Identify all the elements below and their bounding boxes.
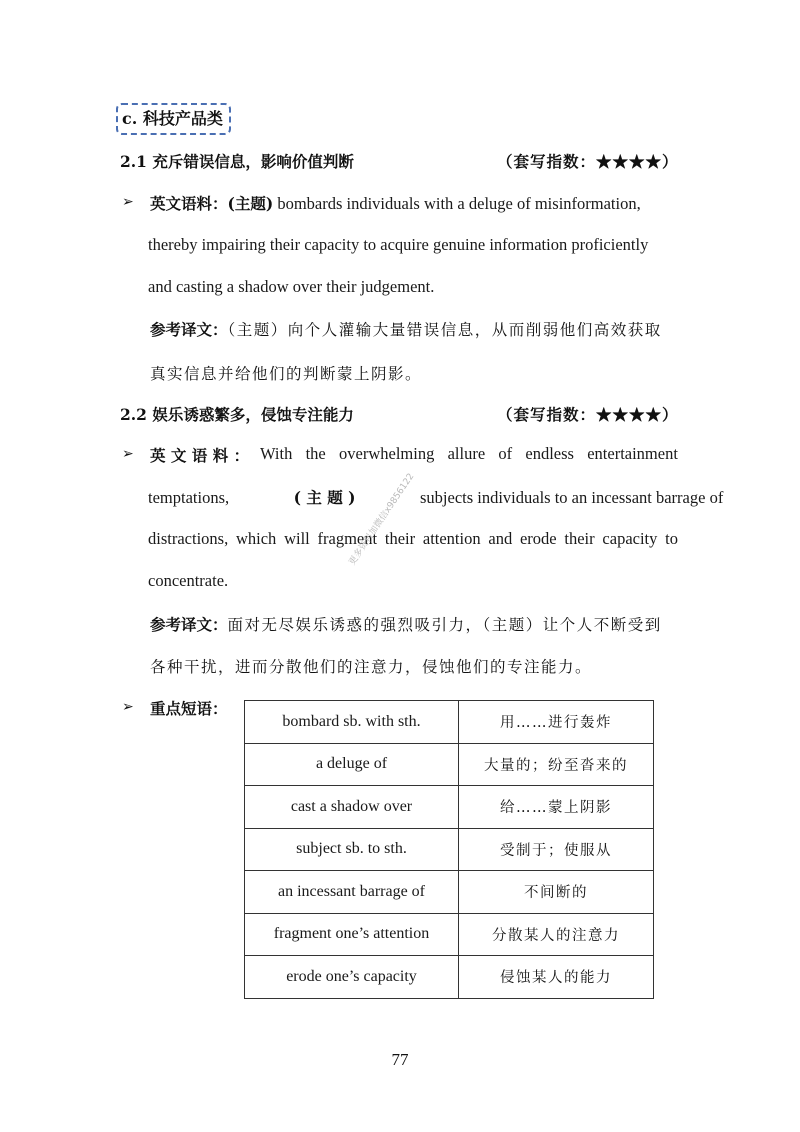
phrase-english-cell: bombard sb. with sth. — [245, 701, 459, 744]
section-2-2-en-line-3: distractions, which will fragment their attention and erode their capacity to — [148, 529, 678, 548]
phrase-english-cell: erode one’s capacity — [245, 956, 459, 999]
bullet-icon: ➢ — [122, 446, 134, 462]
section-2-1-cn-line-2: 真实信息并给他们的判断蒙上阴影。 — [150, 365, 423, 383]
key-phrases-label: 重点短语： — [150, 699, 228, 718]
phrase-chinese-cell: 受制于；使服从 — [459, 828, 654, 871]
section-2-2-cn-line-2: 各种干扰，进而分散他们的注意力，侵蚀他们的专注能力。 — [150, 658, 593, 676]
english-corpus-label: 英文语料： — [150, 194, 228, 213]
section-2-1-en-line-2: thereby impairing their capacity to acquire genuine information proficiently — [148, 235, 649, 254]
phrase-chinese-cell: 分散某人的注意力 — [459, 913, 654, 956]
section-2-2-heading: 2.2 娱乐诱惑繁多，侵蚀专注能力 — [120, 405, 354, 424]
section-2-1-heading: 2.1 充斥错误信息，影响价值判断 — [120, 152, 354, 171]
english-text: subjects individuals to an incessant barrage of — [419, 488, 724, 507]
section-2-1-en-line-3: and casting a shadow over their judgement. — [148, 277, 435, 296]
phrase-chinese-cell: 侵蚀某人的能力 — [459, 956, 654, 999]
section-2-2-cn-line-1 — [150, 613, 662, 635]
phrase-chinese-cell: 不间断的 — [459, 871, 654, 914]
phrase-chinese-cell: 大量的；纷至沓来的 — [459, 743, 654, 786]
chinese-text: 面对无尽娱乐诱惑的强烈吸引力，（主题）让个人不断受到 — [227, 616, 662, 634]
english-text: temptations, — [148, 488, 230, 507]
section-2-1-en-line-1 — [150, 192, 641, 214]
topic-placeholder: (主题) — [227, 194, 274, 213]
section-2-1-cn-line-1 — [150, 318, 662, 340]
phrase-chinese-cell: 给……蒙上阴影 — [459, 786, 654, 829]
section-2-2-en-line-1 — [150, 444, 678, 466]
english-corpus-label: 英 文 语 料 ： — [150, 446, 250, 465]
bullet-icon: ➢ — [122, 194, 134, 210]
table-row — [245, 701, 654, 744]
table-row — [245, 743, 654, 786]
phrase-english-cell: a deluge of — [245, 743, 459, 786]
phrase-english-cell: subject sb. to sth. — [245, 828, 459, 871]
bullet-icon: ➢ — [122, 699, 134, 715]
chinese-text: （主题）向个人灌输大量错误信息，从而削弱他们高效获取 — [227, 321, 662, 339]
table-row — [245, 786, 654, 829]
table-row — [245, 913, 654, 956]
phrase-english-cell: cast a shadow over — [245, 786, 459, 829]
section-tag: c. 科技产品类 — [116, 103, 231, 135]
section-2-2-rating: （套写指数：★★★★） — [497, 405, 679, 424]
section-2-2-en-line-2 — [148, 486, 724, 508]
english-text: bombards individuals with a deluge of misinformation, — [273, 194, 641, 213]
table-row — [245, 956, 654, 999]
watermark: 更多资料加微信x9856122 — [347, 471, 417, 568]
topic-placeholder: ( 主 题 ) — [293, 488, 356, 507]
section-2-1-rating: （套写指数：★★★★） — [497, 152, 679, 171]
table-row — [245, 828, 654, 871]
phrase-english-cell: fragment one’s attention — [245, 913, 459, 956]
section-2-2-en-line-4: concentrate. — [148, 571, 229, 590]
phrase-english-cell: an incessant barrage of — [245, 871, 459, 914]
table-row — [245, 871, 654, 914]
phrase-chinese-cell: 用……进行轰炸 — [459, 701, 654, 744]
english-text: With the overwhelming allure of endless entertainment — [260, 444, 678, 463]
page-number: 77 — [391, 1050, 409, 1069]
reference-translation-label: 参考译文： — [150, 320, 228, 339]
reference-translation-label: 参考译文： — [150, 615, 228, 634]
key-phrases-table — [244, 700, 654, 999]
